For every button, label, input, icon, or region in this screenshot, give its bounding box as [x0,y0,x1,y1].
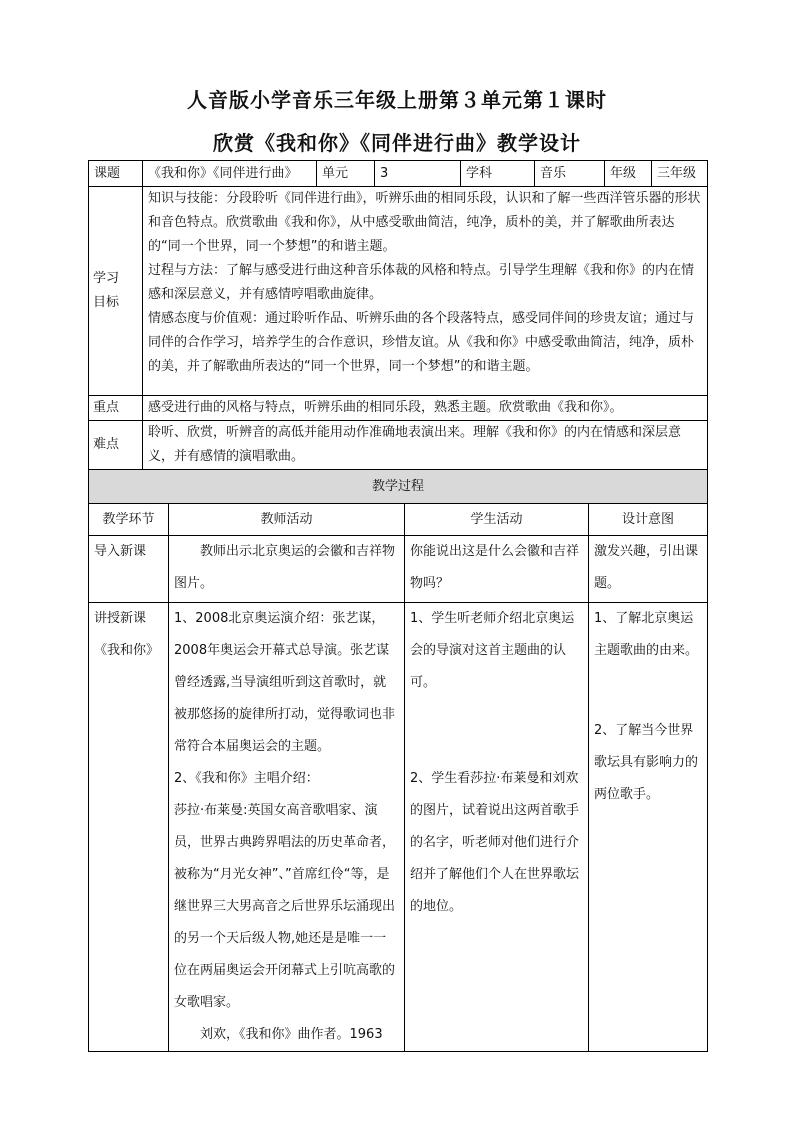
grade-label: 年级 [605,161,652,187]
key-points-label: 重点 [89,396,143,421]
unit-value: 3 [375,161,461,187]
difficulties-label: 难点 [89,421,143,470]
lesson-stage-line2: 《我和你》 [94,643,160,658]
process-table [88,469,708,1052]
intro-row [89,536,708,603]
intent-2: 2、了解当今世界歌坛具有影响力的两位歌手。 [594,723,699,802]
lesson-student [405,603,589,1052]
objectives-label-line2: 目标 [93,295,120,310]
student-activity-1: 1、学生听老师介绍北京奥运会的导演对这首主题曲的认可。 [410,611,575,690]
intent-1: 1、了解北京奥运主题歌曲的由来。 [594,611,699,658]
objectives-content [143,187,708,396]
student-activity-2: 2、学生看莎拉·布莱曼和刘欢的图片，试着说出这两首歌手的名字，听老师对他们进行介绍并了解他们个人在世界歌坛的地位。 [410,771,580,914]
column-stage: 教学环节 [89,504,169,536]
column-teacher: 教师活动 [169,504,405,536]
course-label: 课题 [89,161,143,187]
info-row [89,161,708,187]
objectives-row [89,187,708,396]
teacher-singers-heading: 2、《我和你》主唱介绍： [174,771,319,786]
lesson-row [89,603,708,1052]
subject-value: 音乐 [535,161,605,187]
difficulties-text: 聆听、欣赏，听辨音的高低并能用动作准确地表演出来。理解《我和你》的内在情感和深层意义，并有感情的演唱歌曲。 [143,421,708,470]
lesson-teacher [169,603,405,1052]
objective-knowledge: 知识与技能：分段聆听《同伴进行曲》，听辨乐曲的相同乐段，认识和了解一些西洋管乐器的形状和音色特点。欣赏歌曲《我和你》，从中感受歌曲简洁，纯净，质朴的美，并了解歌曲所表达的“同一个世界，同一个梦想”的和谐主题。 [148,191,701,254]
info-table [88,160,708,470]
unit-label: 单元 [317,161,375,187]
intro-stage: 导入新课 [89,536,169,603]
objectives-label [89,187,143,396]
column-student: 学生活动 [405,504,589,536]
lesson-intent [589,603,708,1052]
objective-emotion: 情感态度与价值观：通过聆听作品、听辨乐曲的各个段落特点，感受同伴间的珍贵友谊；通过与同伴的合作学习，培养学生的合作意识，珍惜友谊。从《我和你》中感受歌曲简洁，纯净，质朴的美，并了解歌曲所表达的“同一个世界，同一个梦想”的和谐主题。 [148,311,695,374]
lesson-stage-line1: 讲授新课 [94,611,147,626]
intro-student: 你能说出这是什么会徽和吉祥物吗？ [405,536,589,603]
objectives-label-line1: 学习 [93,271,120,286]
document-title: 人音版小学音乐三年级上册第３单元第１课时 [187,88,607,112]
process-header-row [89,470,708,504]
lesson-stage [89,603,169,1052]
teacher-director-intro: 1、2008北京奥运演介绍：张艺谋，2008年奥运会开幕式总导演。张艺谋曾经透露,当导演组听到这首歌时，就被那悠扬的旋律所打动，觉得歌词也非常符合本届奥运会的主题。 [174,611,396,754]
column-intent: 设计意图 [589,504,708,536]
intro-teacher-text: 教师出示北京奥运的会徽和吉祥物图片。 [174,544,396,591]
difficulties-row [89,421,708,470]
intro-intent: 激发兴趣，引出课题。 [589,536,708,603]
document-subtitle: 欣赏《我和你》《同伴进行曲》教学设计 [213,131,581,155]
teacher-sarah-brightman: 莎拉·布莱曼:英国女高音歌唱家、演员，世界古典跨界唱法的历史革命者，被称为“月光女神”、”首席红伶“等，是继世界三大男高音之后世界乐坛涌现出的另一个天后级人物,她还是是唯一一位在两届奥运会开闭幕式上引吭高歌的女歌唱家。 [174,803,396,1010]
intro-teacher [169,536,405,603]
course-value: 《我和你》《同伴进行曲》 [143,161,317,187]
key-points-row [89,396,708,421]
teacher-liu-huan: 刘欢，《我和你》曲作者。1963 [200,1027,383,1042]
process-columns-row [89,504,708,536]
grade-value: 三年级 [652,161,708,187]
subject-label: 学科 [461,161,535,187]
process-header: 教学过程 [89,470,708,504]
key-points-text: 感受进行曲的风格与特点，听辨乐曲的相同乐段，熟悉主题。欣赏歌曲《我和你》。 [143,396,708,421]
objective-process: 过程与方法：了解与感受进行曲这种音乐体裁的风格和特点。引导学生理解《我和你》的内在情感和深层意义，并有感情哼唱歌曲旋律。 [148,263,695,302]
